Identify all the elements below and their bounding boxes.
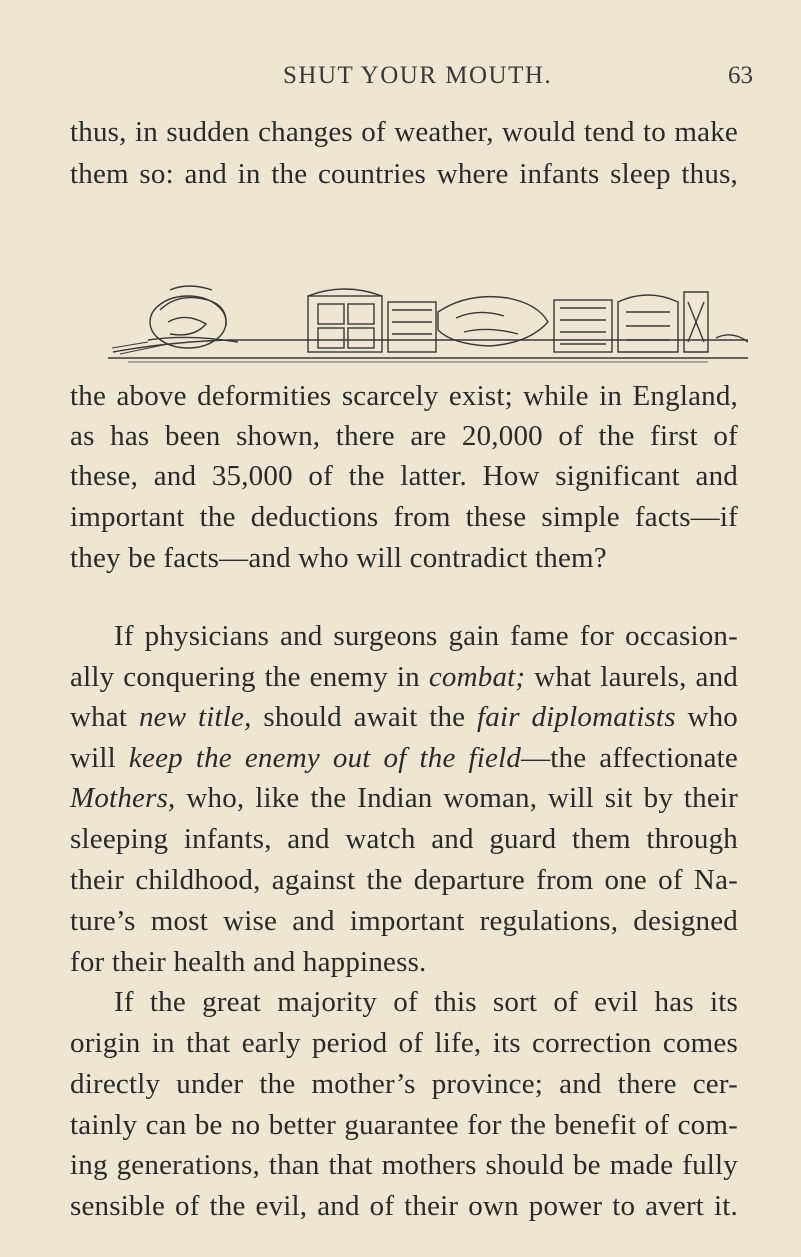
text-line-5: these, and 35,000 of the latter. How significant and — [70, 460, 738, 492]
text-line-18: origin in that early period of life, its correction comes — [70, 1027, 738, 1059]
text-line-12 — [70, 778, 738, 818]
text-line-3: the above deformities scarcely exist; while in England, — [70, 380, 738, 412]
text-line-1: thus, in sudden changes of weather, would tend to make — [70, 116, 738, 148]
text-line-10 — [70, 697, 738, 737]
text-segment: —the affectionate — [521, 742, 739, 774]
italic-text: Mothers, — [70, 782, 176, 814]
text-segment: what laurels, and — [534, 661, 738, 693]
running-head: SHUT YOUR MOUTH. — [283, 62, 553, 89]
text-segment: will — [70, 742, 116, 774]
text-line-15: ture’s most wise and important regulations, designed — [70, 905, 738, 937]
text-segment: who, like the Indian woman, will sit by their — [186, 782, 738, 814]
text-line-7: they be facts—and who will contradict them? — [70, 542, 607, 574]
engraving-of-sleeping-infants-icon — [108, 282, 758, 364]
text-line-9 — [70, 657, 738, 697]
text-line-11 — [70, 738, 738, 778]
text-line-4: as has been shown, there are 20,000 of the first of — [70, 420, 738, 452]
italic-text: new title, — [138, 701, 252, 733]
text-line-19: directly under the mother’s province; and there cer- — [70, 1068, 738, 1100]
text-line-13: sleeping infants, and watch and guard them through — [70, 823, 738, 855]
italic-text: keep the enemy out of the field — [128, 742, 522, 774]
italic-text: combat; — [428, 661, 526, 693]
text-segment: ally conquering the enemy in — [70, 661, 420, 693]
text-line-6: important the deductions from these simple facts—if — [70, 501, 738, 533]
text-line-22: sensible of the evil, and of their own power to avert it. — [70, 1190, 738, 1222]
text-line-14: their childhood, against the departure from one of Na- — [70, 864, 738, 896]
page-header — [0, 62, 801, 102]
text-line-21: ing generations, than that mothers should be made fully — [70, 1149, 738, 1181]
text-segment: what — [70, 701, 128, 733]
text-segment: who — [687, 701, 738, 733]
text-line-17: If the great majority of this sort of evil has its — [114, 986, 738, 1018]
text-line-20: tainly can be no better guarantee for the benefit of com- — [70, 1109, 738, 1141]
text-line-2: them so: and in the countries where infants sleep thus, — [70, 158, 738, 190]
italic-text: fair diplomatists — [477, 701, 676, 733]
text-line-8: If physicians and surgeons gain fame for occasion- — [114, 620, 738, 652]
text-line-16: for their health and happiness. — [70, 946, 427, 978]
page-number: 63 — [728, 62, 753, 89]
text-segment: should await the — [263, 701, 466, 733]
